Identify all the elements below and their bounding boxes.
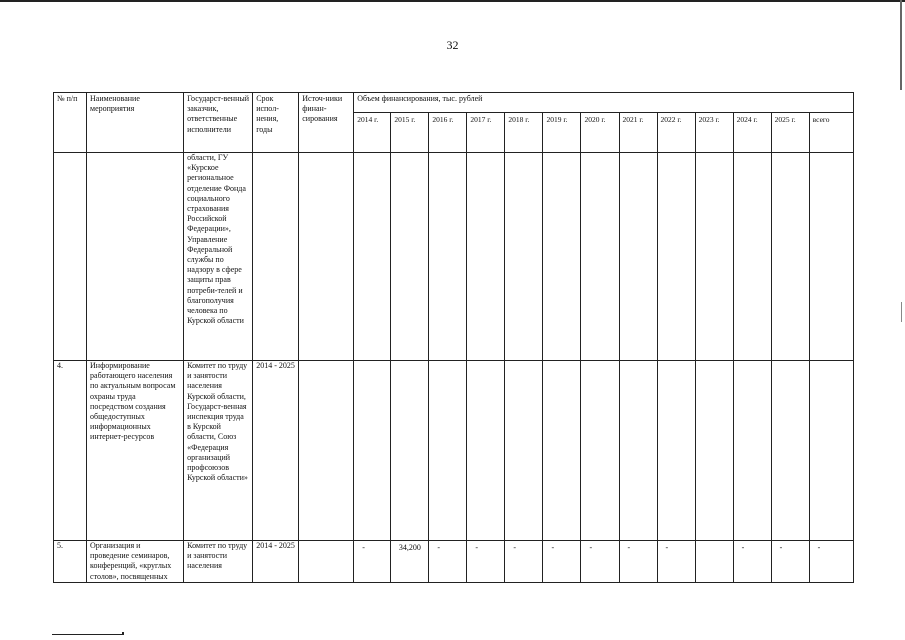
cell-name: Организация и проведение семинаров, конференций, «круглых столов», посвященных	[87, 541, 184, 583]
cell-value	[505, 153, 543, 361]
table-row	[54, 153, 854, 361]
year-header: 2018 г.	[505, 113, 543, 153]
cell-value	[771, 153, 809, 361]
year-header: 2014 г.	[354, 113, 391, 153]
year-header: всего	[809, 113, 853, 153]
cell-term	[253, 153, 299, 361]
table-row	[54, 361, 854, 541]
year-header: 2024 г.	[733, 113, 771, 153]
cell-source	[299, 153, 354, 361]
cell-value	[354, 153, 391, 361]
cell-name: Информирование работающего населения по актуальным вопросам охраны труда посредством создания общедоступных информационных интернет-ресурсов	[87, 361, 184, 541]
cell-value	[733, 153, 771, 361]
page-number: 32	[446, 38, 459, 52]
cell-value: -	[619, 541, 657, 583]
cell-value	[581, 153, 619, 361]
header-customer: Государст-венный заказчик, ответственные исполнители	[184, 93, 253, 153]
cell-value: -	[543, 541, 581, 583]
cell-value	[429, 153, 467, 361]
cell-customer: Комитет по труду и занятости населения Курской области, Государст-венная инспекция труда в Курской области, Союз «Федерация организаций профсоюзов Курской области»	[184, 361, 253, 541]
footnote-separator	[52, 634, 124, 635]
cell-value	[809, 361, 853, 541]
table-row	[54, 541, 854, 583]
cell-term: 2014 - 2025	[253, 361, 299, 541]
header-source: Источ-ники финан-сирования	[299, 93, 354, 153]
year-header: 2016 г.	[429, 113, 467, 153]
header-funding: Объем финансирования, тыс. рублей	[354, 93, 854, 113]
cell-value	[695, 153, 733, 361]
cell-value	[657, 153, 695, 361]
header-term: Срок испол-нения, годы	[253, 93, 299, 153]
cell-value: -	[657, 541, 695, 583]
cell-value	[354, 361, 391, 541]
cell-value	[695, 541, 733, 583]
cell-num	[54, 153, 87, 361]
cell-value	[467, 153, 505, 361]
footnote-mark	[122, 632, 124, 635]
cell-value: 34,200	[391, 541, 429, 583]
year-header: 2021 г.	[619, 113, 657, 153]
cell-value: -	[733, 541, 771, 583]
cell-value: -	[581, 541, 619, 583]
cell-num: 4.	[54, 361, 87, 541]
year-header: 2025 г.	[771, 113, 809, 153]
year-header: 2020 г.	[581, 113, 619, 153]
cell-source	[299, 361, 354, 541]
header-row	[54, 93, 854, 113]
cell-value	[543, 361, 581, 541]
year-header: 2023 г.	[695, 113, 733, 153]
cell-value: -	[771, 541, 809, 583]
cell-value	[581, 361, 619, 541]
year-header: 2017 г.	[467, 113, 505, 153]
cell-value	[505, 361, 543, 541]
cell-term: 2014 - 2025	[253, 541, 299, 583]
cell-value	[695, 361, 733, 541]
cell-value	[391, 361, 429, 541]
year-header: 2019 г.	[543, 113, 581, 153]
cell-value: -	[505, 541, 543, 583]
cell-customer: Комитет по труду и занятости населения	[184, 541, 253, 583]
cell-value	[771, 361, 809, 541]
cell-value	[619, 361, 657, 541]
program-activities-table	[53, 92, 854, 583]
cell-value	[391, 153, 429, 361]
cell-value	[467, 361, 505, 541]
header-num: № п/п	[54, 93, 87, 153]
scan-edge-top	[0, 0, 905, 2]
year-header: 2022 г.	[657, 113, 695, 153]
cell-source	[299, 541, 354, 583]
cell-name	[87, 153, 184, 361]
scan-mark	[901, 302, 902, 322]
header-name: Наименование мероприятия	[87, 93, 184, 153]
cell-value: -	[354, 541, 391, 583]
cell-num: 5.	[54, 541, 87, 583]
cell-value: -	[429, 541, 467, 583]
cell-value	[657, 361, 695, 541]
cell-value	[733, 361, 771, 541]
cell-value	[809, 153, 853, 361]
cell-customer: области, ГУ «Курское региональное отделение Фонда социального страхования Российской Федерации», Управление Федеральной службы по надзору в сфере защиты прав потреби-телей и благополучия человека по Курской области	[184, 153, 253, 361]
cell-value	[429, 361, 467, 541]
year-header: 2015 г.	[391, 113, 429, 153]
cell-value	[543, 153, 581, 361]
cell-value: -	[809, 541, 853, 583]
cell-value: -	[467, 541, 505, 583]
cell-value	[619, 153, 657, 361]
